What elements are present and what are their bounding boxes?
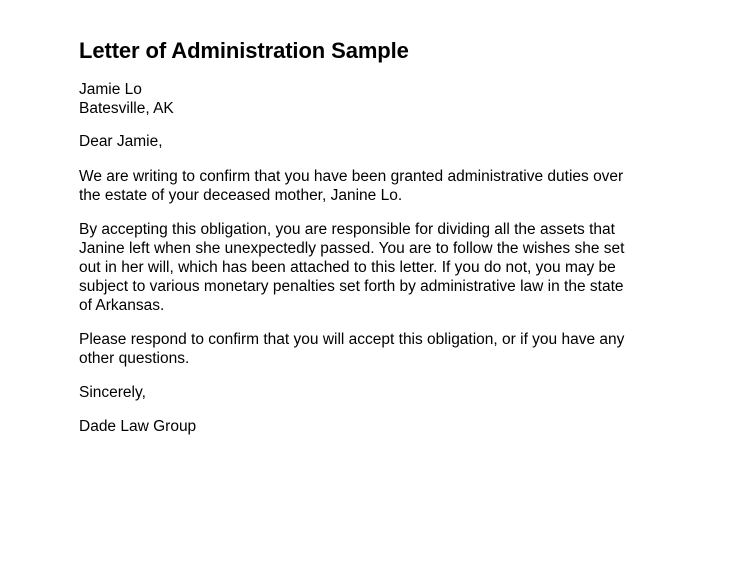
paragraph-line: out in her will, which has been attached to this letter. If you do not, you may be <box>79 259 616 276</box>
salutation: Dear Jamie, <box>79 133 163 150</box>
paragraph-request <box>79 330 679 368</box>
closing: Sincerely, <box>79 384 146 401</box>
paragraph-line: We are writing to confirm that you have been granted administrative duties over <box>79 168 624 185</box>
paragraph-confirmation <box>79 167 679 205</box>
recipient-address <box>79 80 679 118</box>
paragraph-line: other questions. <box>79 350 190 367</box>
recipient-name: Jamie Lo <box>79 81 142 98</box>
paragraph-line: of Arkansas. <box>79 297 165 314</box>
page-title: Letter of Administration Sample <box>79 38 409 63</box>
paragraph-line: Janine left when she unexpectedly passed. You are to follow the wishes she set <box>79 240 625 257</box>
recipient-city: Batesville, AK <box>79 100 174 117</box>
signature: Dade Law Group <box>79 418 197 435</box>
paragraph-line: the estate of your deceased mother, Janine Lo. <box>79 187 403 204</box>
letter <box>79 36 679 451</box>
paragraph-line: By accepting this obligation, you are responsible for dividing all the assets that <box>79 221 615 238</box>
paragraph-line: Please respond to confirm that you will accept this obligation, or if you have any <box>79 331 625 348</box>
paragraph-obligation <box>79 220 679 315</box>
paragraph-line: subject to various monetary penalties set forth by administrative law in the state <box>79 278 624 295</box>
